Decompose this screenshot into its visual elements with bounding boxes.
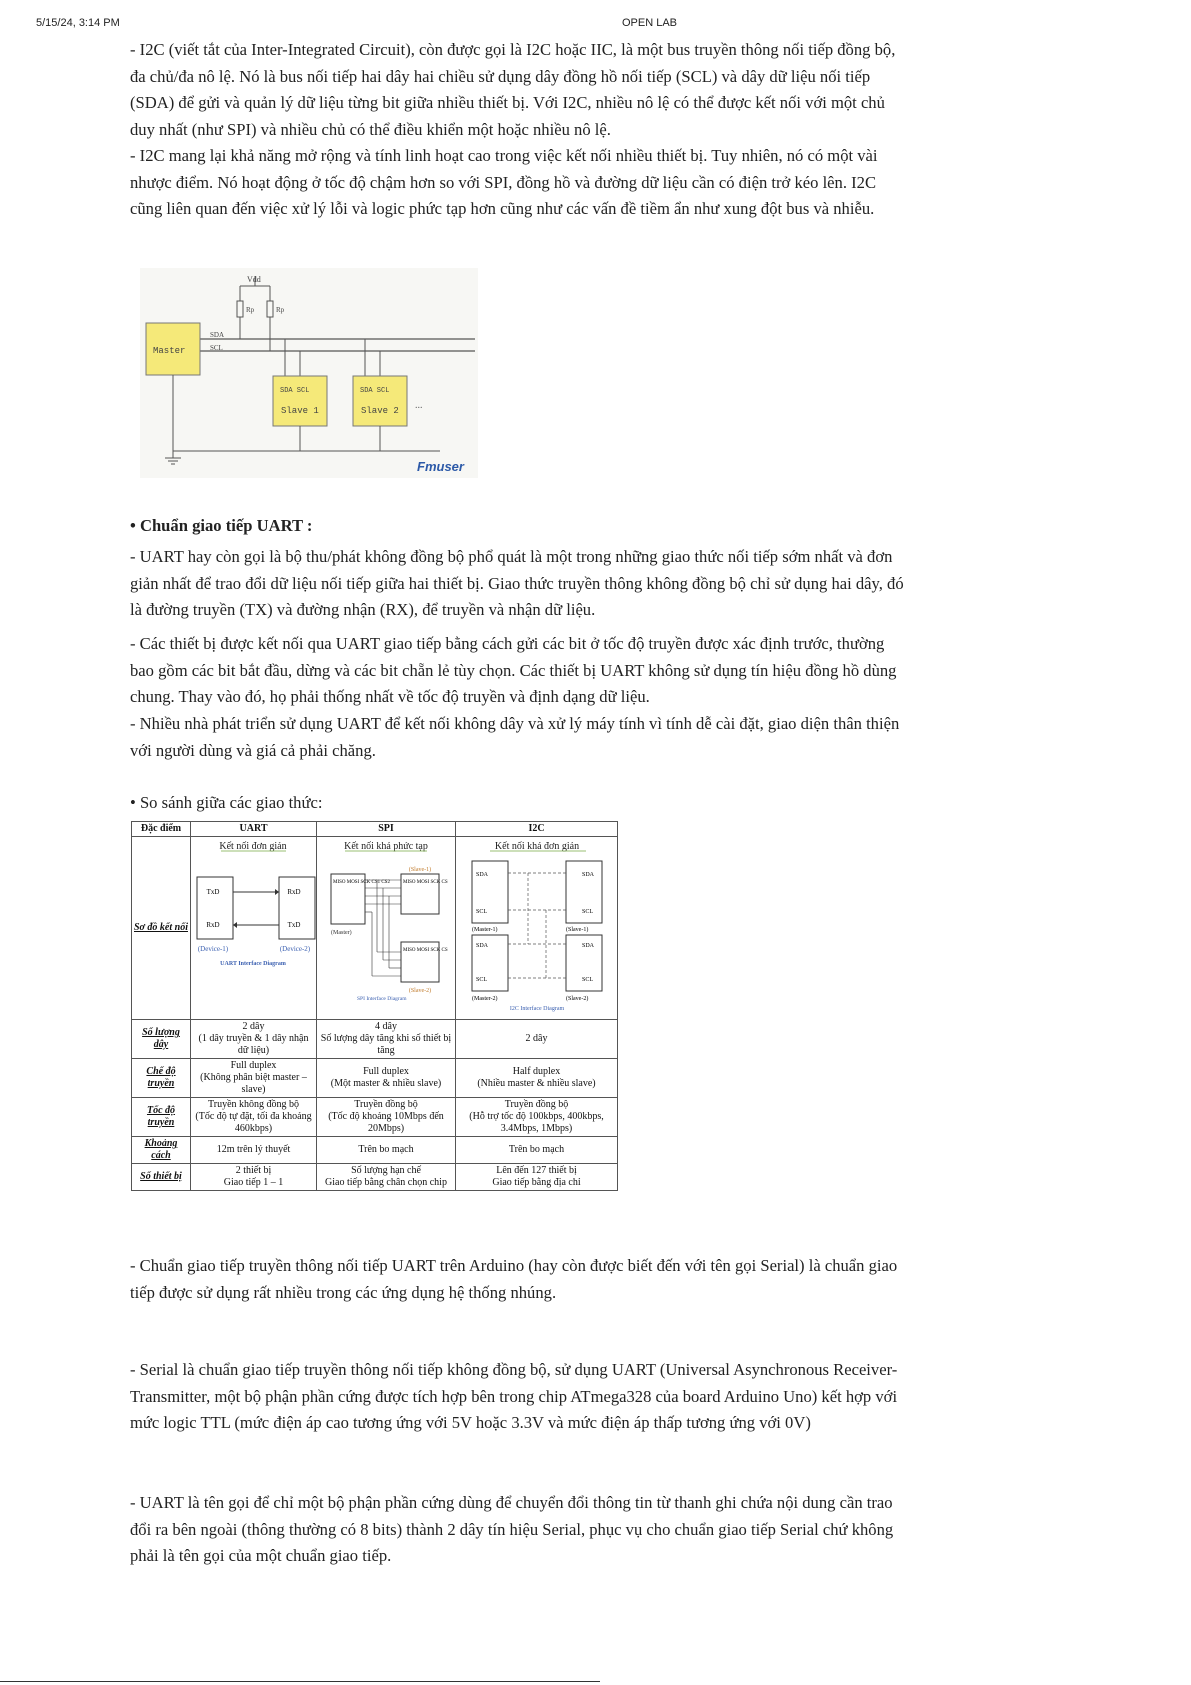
table-row-diagram bbox=[132, 837, 618, 1020]
svg-text:SDA: SDA bbox=[475, 943, 488, 949]
svg-text:SPI Interface Diagram: SPI Interface Diagram bbox=[357, 996, 407, 1002]
svg-text:(Master-2): (Master-2) bbox=[471, 996, 498, 1002]
row-label: Sơ đồ kết nối bbox=[132, 837, 191, 1020]
svg-text:MISO MOSI SCK CS1 CS2: MISO MOSI SCK CS1 CS2 bbox=[333, 880, 390, 885]
uart-paragraph-1: - UART hay còn gọi là bộ thu/phát không đồng bộ phổ quát là một trong những giao thức nối tiếp sớm nhất và đơn giản nhất để trao đổi dữ liệu nối tiếp giữa hai thiết bị. Giao thức truyền thông không đồng bộ chỉ sử dụng hai dây, đó là đường truyền (TX) và đường nhận (RX), để truyền và nhận dữ liệu. bbox=[130, 547, 904, 619]
svg-text:MISO MOSI SCK CS: MISO MOSI SCK CS bbox=[403, 948, 448, 953]
scl-line-label: SCL bbox=[210, 344, 223, 352]
slave1-pins: SDA SCL bbox=[280, 387, 310, 395]
table-cell-uart: Truyền không đồng bộ (Tốc độ tự đặt, tối đa khoảng 460kbps) bbox=[191, 1098, 317, 1137]
serial-paragraph-1: - Chuẩn giao tiếp truyền thông nối tiếp UART trên Arduino (hay còn được biết đến với tên gọi Serial) là chuẩn giao tiếp được sử dụng rất nhiều trong các ứng dụng hệ thống nhúng. bbox=[130, 1256, 898, 1302]
col-header-feature: Đặc điểm bbox=[132, 822, 191, 837]
table-cell-label: Tốc độ truyền bbox=[132, 1098, 191, 1137]
uart-interface-diagram bbox=[191, 837, 316, 1015]
table-cell-i2c: Trên bo mạch bbox=[456, 1137, 618, 1164]
i2c-interface-diagram bbox=[462, 837, 612, 1015]
svg-text:(Slave-2): (Slave-2) bbox=[408, 988, 432, 994]
table-cell-spi: 4 dây Số lượng dây tăng khi số thiết bị tăng bbox=[317, 1020, 456, 1059]
slave1-label: Slave 1 bbox=[281, 406, 319, 416]
table-cell-spi: Số lượng hạn chế Giao tiếp bằng chân chọn chip bbox=[317, 1164, 456, 1191]
svg-text:RxD: RxD bbox=[206, 921, 220, 929]
uart-heading: • Chuẩn giao tiếp UART : bbox=[130, 516, 313, 535]
table-cell-spi: Full duplex (Một master & nhiều slave) bbox=[317, 1059, 456, 1098]
table-row bbox=[132, 1098, 618, 1137]
vdd-label: Vdd bbox=[247, 275, 261, 284]
slave2-pins: SDA SCL bbox=[360, 387, 390, 395]
svg-text:I2C Interface Diagram: I2C Interface Diagram bbox=[509, 1006, 564, 1012]
i2c-paragraph-2: - I2C mang lại khả năng mở rộng và tính linh hoạt cao trong việc kết nối nhiều thiết bị. Tuy nhiên, nó có một vài nhược điểm. Nó hoạt động ở tốc độ chậm hơn so với SPI, đồng hồ và đường dữ liệu cần có điện trở kéo lên. I2C cũng liên quan đến việc xử lý lỗi và logic phức tạp hơn cũng như các vấn đề tiềm ẩn như xung đột bus và nhiễu. bbox=[130, 146, 878, 218]
table-cell-spi: Trên bo mạch bbox=[317, 1137, 456, 1164]
table-row bbox=[132, 1164, 618, 1191]
svg-text:TxD: TxD bbox=[287, 921, 301, 929]
svg-text:(Slave-1): (Slave-1) bbox=[408, 867, 432, 873]
col-header-i2c: I2C bbox=[456, 822, 618, 837]
table-cell-i2c: 2 dây bbox=[456, 1020, 618, 1059]
rp1-label: Rp bbox=[246, 306, 255, 314]
table-row bbox=[132, 1059, 618, 1098]
uart-paragraph-2: - Các thiết bị được kết nối qua UART giao tiếp bằng cách gửi các bit ở tốc độ truyền được xác định trước, thường bao gồm các bit bắt đầu, dừng và các bit chẵn lẻ tùy chọn. Các thiết bị UART không sử dụng tín hiệu đồng hồ dùng chung. Thay vào đó, họ phải thống nhất về tốc độ truyền và định dạng dữ liệu. bbox=[130, 634, 897, 706]
spi-diagram-cell bbox=[317, 837, 456, 1020]
svg-text:TxD: TxD bbox=[206, 888, 220, 896]
svg-text:SCL: SCL bbox=[475, 909, 487, 915]
svg-text:Kết nối đơn giản: Kết nối đơn giản bbox=[219, 841, 287, 852]
i2c-bus-diagram bbox=[140, 268, 478, 478]
svg-text:(Master-1): (Master-1) bbox=[471, 927, 498, 933]
table-cell-i2c: Lên đến 127 thiết bị Giao tiếp bằng địa chỉ bbox=[456, 1164, 618, 1191]
table-cell-label: Khoảng cách bbox=[132, 1137, 191, 1164]
svg-text:(Slave-2): (Slave-2) bbox=[565, 996, 588, 1002]
i2c-diagram-cell bbox=[456, 837, 618, 1020]
protocol-comparison-table bbox=[131, 821, 618, 1191]
table-cell-uart: 12m trên lý thuyết bbox=[191, 1137, 317, 1164]
more-slaves-dots: ... bbox=[415, 400, 423, 411]
slave1-box bbox=[273, 376, 327, 426]
fmuser-logo: Fmuser bbox=[417, 459, 464, 474]
table-cell-uart: 2 dây (1 dây truyền & 1 dây nhận dữ liệu) bbox=[191, 1020, 317, 1059]
slave2-label: Slave 2 bbox=[361, 406, 399, 416]
serial-paragraph-2: - Serial là chuẩn giao tiếp truyền thông nối tiếp không đồng bộ, sử dụng UART (Universal Asynchronous Receiver- Transmitter, một bộ phận phần cứng được tích hợp bên trong chip ATmega328 của board Arduino Uno) kết hợp với mức logic TTL (mức điện áp cao tương ứng với 5V hoặc 3.3V và mức điện áp thấp tương ứng với 0V) bbox=[130, 1360, 898, 1432]
svg-text:(Device-2): (Device-2) bbox=[279, 945, 311, 953]
svg-text:SDA: SDA bbox=[581, 872, 594, 878]
i2c-paragraph-1: - I2C (viết tắt của Inter-Integrated Circuit), còn được gọi là I2C hoặc IIC, là một bus truyền thông nối tiếp đồng bộ, đa chủ/đa nô lệ. Nó là bus nối tiếp hai dây hai chiều sử dụng dây đồng hồ nối tiếp (SCL) và dây dữ liệu nối tiếp (SDA) để gửi và quản lý dữ liệu từng bit giữa nhiều thiết bị. Với I2C, nhiều nô lệ có thể được kết nối với một chủ duy nhất (như SPI) và nhiều chủ có thể điều khiển một hoặc nhiều nô lệ. bbox=[130, 40, 896, 139]
svg-text:SCL: SCL bbox=[475, 977, 487, 983]
col-header-spi: SPI bbox=[317, 822, 456, 837]
svg-text:SCL: SCL bbox=[581, 909, 593, 915]
master-label: Master bbox=[153, 346, 186, 356]
table-cell-i2c: Truyền đồng bộ (Hỗ trợ tốc độ 100kbps, 400kbps, 3.4Mbps, 1Mbps) bbox=[456, 1098, 618, 1137]
page-bottom-rule bbox=[0, 1681, 600, 1682]
svg-text:SDA: SDA bbox=[475, 872, 488, 878]
svg-text:SCL: SCL bbox=[581, 977, 593, 983]
table-cell-spi: Truyền đồng bộ (Tốc độ khoảng 10Mbps đến 20Mbps) bbox=[317, 1098, 456, 1137]
svg-text:MISO MOSI SCK CS: MISO MOSI SCK CS bbox=[403, 880, 448, 885]
slave2-box bbox=[353, 376, 407, 426]
svg-text:SDA: SDA bbox=[581, 943, 594, 949]
table-cell-label: Số thiết bị bbox=[132, 1164, 191, 1191]
col-header-uart: UART bbox=[191, 822, 317, 837]
table-cell-label: Số lượng dây bbox=[132, 1020, 191, 1059]
sda-line-label: SDA bbox=[210, 331, 225, 339]
table-cell-uart: Full duplex (Không phân biệt master – slave) bbox=[191, 1059, 317, 1098]
svg-text:(Slave-1): (Slave-1) bbox=[565, 927, 588, 933]
uart-diagram-cell bbox=[191, 837, 317, 1020]
table-header-row bbox=[132, 822, 618, 837]
rp2-label: Rp bbox=[276, 306, 285, 314]
svg-text:Kết nối khá phức tạp: Kết nối khá phức tạp bbox=[344, 841, 428, 852]
compare-heading: • So sánh giữa các giao thức: bbox=[130, 793, 323, 812]
svg-text:UART Interface Diagram: UART Interface Diagram bbox=[220, 961, 286, 967]
table-cell-uart: 2 thiết bị Giao tiếp 1 – 1 bbox=[191, 1164, 317, 1191]
uart-paragraph-3: - Nhiều nhà phát triển sử dụng UART để kết nối không dây và xử lý máy tính vì tính dễ cài đặt, giao diện thân thiện với người dùng và giá cả phải chăng. bbox=[130, 714, 900, 760]
svg-text:(Device-1): (Device-1) bbox=[197, 945, 229, 953]
table-cell-i2c: Half duplex (Nhiều master & nhiều slave) bbox=[456, 1059, 618, 1098]
table-row bbox=[132, 1137, 618, 1164]
svg-text:(Master): (Master) bbox=[331, 930, 352, 936]
spi-interface-diagram bbox=[317, 837, 455, 1015]
svg-text:RxD: RxD bbox=[287, 888, 301, 896]
svg-text:Kết nối khá đơn giản: Kết nối khá đơn giản bbox=[494, 841, 579, 852]
table-row bbox=[132, 1020, 618, 1059]
serial-paragraph-3: - UART là tên gọi để chỉ một bộ phận phần cứng dùng để chuyển đổi thông tin từ thanh ghi chứa nội dung cần trao đổi ra bên ngoài (thông thường có 8 bits) thành 2 dây tín hiệu Serial, phục vụ cho chuẩn giao tiếp Serial chứ không phải là tên gọi của một chuẩn giao tiếp. bbox=[130, 1493, 894, 1565]
table-cell-label: Chế độ truyền bbox=[132, 1059, 191, 1098]
print-datetime: 5/15/24, 3:14 PM bbox=[36, 17, 120, 29]
page-title: OPEN LAB bbox=[622, 17, 678, 29]
